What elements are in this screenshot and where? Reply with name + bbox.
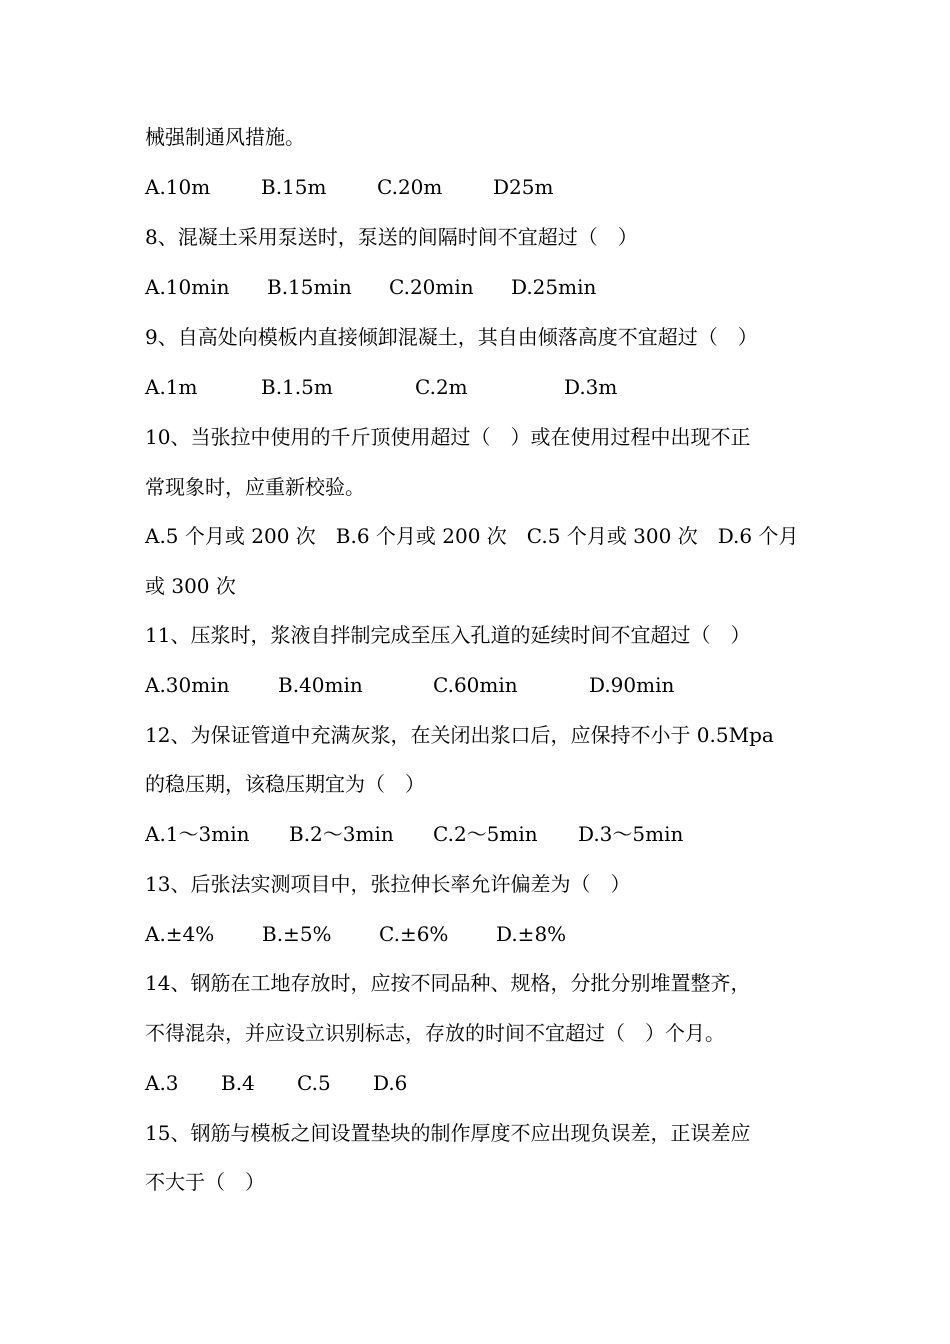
question-15: 15、钢筋与模板之间设置垫块的制作厚度不应出现负误差，正误差应 — [145, 1121, 751, 1145]
option-a: A.3 — [145, 1071, 179, 1095]
option-c: C.2m — [415, 375, 468, 399]
option-c: C.60min — [433, 673, 518, 697]
text-line: 械强制通风措施。 — [145, 125, 305, 149]
option-d: D.25min — [511, 275, 597, 299]
question-10: 10、当张拉中使用的千斤顶使用超过（ ）或在使用过程中出现不正 — [145, 425, 751, 449]
option-a: A.1～3min — [145, 822, 250, 846]
option-b: B.15min — [267, 275, 352, 299]
question-14: 14、钢筋在工地存放时，应按不同品种、规格，分批分别堆置整齐， — [145, 971, 751, 995]
option-d: D25m — [493, 175, 554, 199]
option-b: B.1.5m — [261, 375, 333, 399]
option-d: D.3～5min — [578, 822, 684, 846]
option-b: B.4 — [221, 1071, 255, 1095]
text-line: 不大于（ ） — [145, 1170, 265, 1194]
text-line: 常现象时，应重新校验。 — [145, 475, 365, 499]
option-b: B.±5% — [262, 922, 332, 946]
question-11: 11、压浆时，浆液自拌制完成至压入孔道的延续时间不宜超过（ ） — [145, 623, 751, 647]
option-d: D.90min — [589, 673, 675, 697]
option-c: C.2～5min — [433, 822, 538, 846]
option-d: D.6 — [373, 1071, 408, 1095]
option-c: C.±6% — [379, 922, 449, 946]
option-b: B.40min — [278, 673, 363, 697]
text-line: 的稳压期，该稳压期宜为（ ） — [145, 772, 425, 796]
option-a: A.10m — [145, 175, 211, 199]
option-b: B.2～3min — [289, 822, 394, 846]
question-12: 12、为保证管道中充满灰浆，在关闭出浆口后，应保持不小于 0.5Mpa — [145, 723, 774, 747]
text-line: 或 300 次 — [145, 574, 236, 598]
option-a: A.±4% — [145, 922, 215, 946]
option-d: D.3m — [564, 375, 618, 399]
question-8: 8、混凝土采用泵送时，泵送的间隔时间不宜超过（ ） — [145, 225, 638, 249]
option-b: B.15m — [261, 175, 327, 199]
option-c: C.20min — [389, 275, 474, 299]
option-c: C.5 — [297, 1071, 331, 1095]
question-9: 9、自高处向模板内直接倾卸混凝土，其自由倾落高度不宜超过（ ） — [145, 325, 758, 349]
option-d: D.±8% — [496, 922, 567, 946]
question-13: 13、后张法实测项目中，张拉伸长率允许偏差为（ ） — [145, 872, 631, 896]
option-a: A.1m — [145, 375, 198, 399]
text-line: 不得混杂，并应设立识别标志，存放的时间不宜超过（ ）个月。 — [145, 1021, 725, 1045]
option-a: A.10min — [145, 275, 230, 299]
answer-options: A.5 个月或 200 次 B.6 个月或 200 次 C.5 个月或 300 次 D.6 个月 — [145, 524, 799, 548]
option-c: C.20m — [377, 175, 443, 199]
option-a: A.30min — [145, 673, 230, 697]
